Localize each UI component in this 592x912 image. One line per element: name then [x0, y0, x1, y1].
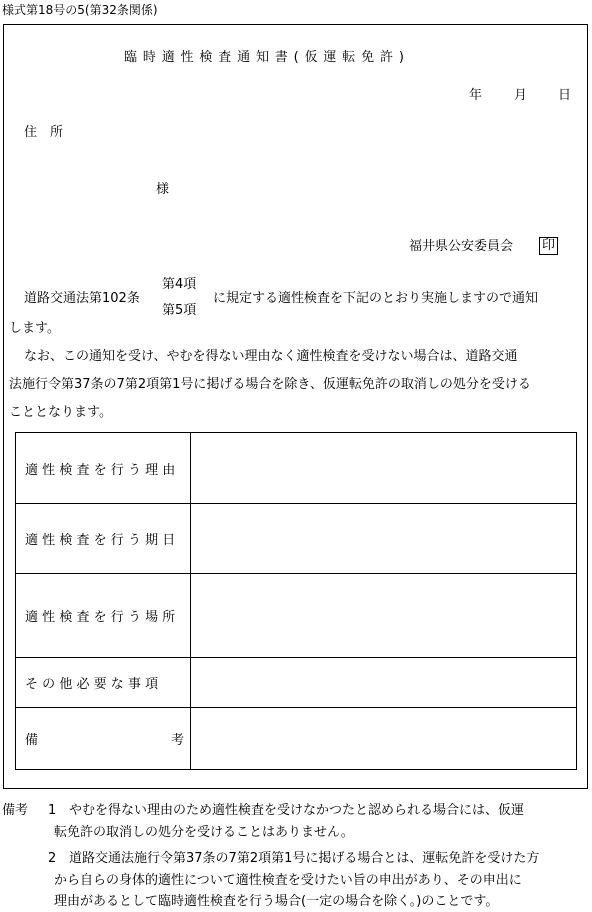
table-label: その他必要な事項	[16, 658, 191, 707]
form-number: 様式第18号の5(第32条関係)	[2, 3, 158, 17]
date-year: 年	[469, 88, 483, 103]
inspection-info-table	[15, 432, 577, 770]
table-value-place[interactable]	[191, 574, 576, 657]
note-2-line2: から自らの身体的適性について適性検査を受けたい旨の申出があり、その申出に	[54, 873, 522, 888]
body-line1-suffix: に規定する適性検査を下記のとおり実施しますので通知	[213, 291, 539, 306]
note-1-line1: やむを得ない理由のため適性検査を受けなかつたと認められる場合には、仮運	[69, 803, 525, 818]
recipient-honorific: 様	[156, 182, 170, 197]
document-title: 臨時適性検査通知書(仮運転免許)	[124, 50, 410, 65]
note-2-line3: 理由があるとして臨時適性検査を行う場合(一定の場合を除く。)のことです。	[54, 894, 499, 909]
table-label: 適性検査を行う理由	[16, 433, 191, 503]
note-1-line2: 転免許の取消しの処分を受けることはありません。	[54, 825, 354, 840]
issuer-name: 福井県公安委員会	[409, 239, 514, 254]
table-row-other	[16, 657, 576, 707]
clause-option-5: 第5項	[162, 303, 197, 318]
date-month: 月	[514, 88, 528, 103]
clause-option-4: 第4項	[162, 277, 197, 292]
note-2-line1: 道路交通法施行令第37条の7第2項第1号に掲げる場合とは、運転免許を受けた方	[69, 851, 540, 866]
note-number: 2	[48, 851, 57, 866]
law-reference: 道路交通法第102条	[24, 291, 140, 306]
remarks-label-right: 考	[170, 733, 184, 748]
body-line2: します。	[9, 321, 60, 336]
table-row-date	[16, 503, 576, 573]
table-label	[16, 708, 191, 769]
notice-paragraph-line1: なお、この通知を受け、やむを得ない理由なく適性検査を受けない場合は、道路交通	[24, 349, 518, 364]
seal-mark: 印	[539, 237, 558, 255]
note-number: 1	[48, 803, 57, 818]
date-day: 日	[558, 88, 572, 103]
table-value-date[interactable]	[191, 504, 576, 573]
table-row-place	[16, 573, 576, 657]
table-label: 適性検査を行う場所	[16, 574, 191, 657]
table-row-reason	[16, 433, 576, 503]
issuer-seal	[539, 237, 558, 255]
remarks-label-left: 備	[25, 733, 43, 748]
notice-paragraph-line3: こととなります。	[9, 405, 112, 420]
table-value-remarks[interactable]	[191, 708, 576, 769]
table-label: 適性検査を行う期日	[16, 504, 191, 573]
table-row-remarks	[16, 707, 576, 769]
notes-heading: 備考	[2, 803, 29, 818]
table-value-other[interactable]	[191, 658, 576, 707]
address-label: 住 所	[24, 125, 64, 140]
notice-paragraph-line2: 法施行令第37条の7第2項第1号に掲げる場合を除き、仮運転免許の取消しの処分を受ける	[9, 377, 531, 392]
table-value-reason[interactable]	[191, 433, 576, 503]
